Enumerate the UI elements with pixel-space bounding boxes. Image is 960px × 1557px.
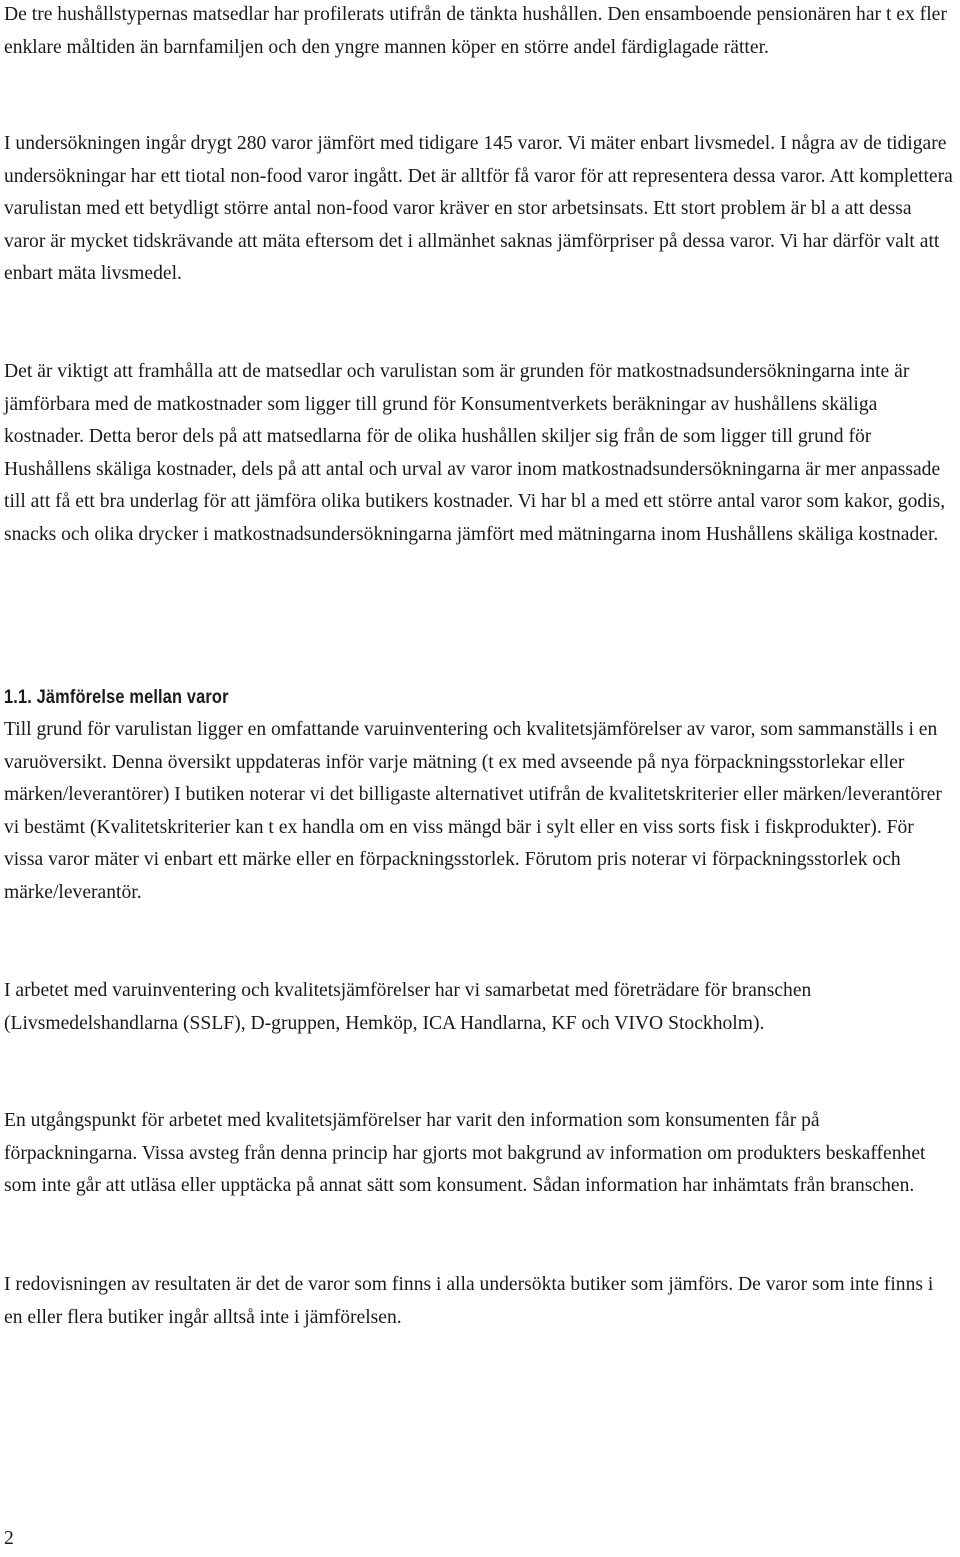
paragraph-results-reporting: I redovisningen av resultaten är det de varor som finns i alla undersökta butiker som jämförs. De varor som inte finns i en eller flera butiker ingår alltså inte i jämförelsen. [4,1274,934,1328]
paragraph-number-of-items: I undersökningen ingår drygt 280 varor jämfört med tidigare 145 varor. Vi mäter enbart livsmedel. I några av de tidigare undersökningar har ett tiotal non-food varor ingått. Det är alltför få varor för att representera dessa varor. Att komplettera varulistan med ett betydligt större antal non-food varor kräver en stor arbetsinsats. Ett stort problem är bl a att dessa varor är mycket tidskrävande att mäta eftersom det i allmänhet saknas jämförpriser på dessa varor. Vi har därför valt att enbart mäta livsmedel. [4,133,953,284]
paragraph-household-menus: De tre hushållstypernas matsedlar har profilerats utifrån de tänkta hushållen. Den ensamboende pensionären har t ex fler enklare måltiden än barnfamiljen och den yngre mannen köper en större andel färdiglagade rätter. [4,4,947,58]
paragraph-industry-collaboration: I arbetet med varuinventering och kvalitetsjämförelser har vi samarbetat med företrädare för branschen (Livsmedelshandlarna (SSLF), D-gruppen, Hemköp, ICA Handlarna, KF och VIVO Stockholm). [4,980,812,1034]
paragraph-quality-comparison: En utgångspunkt för arbetet med kvalitetsjämförelser har varit den information som konsumenten får på förpackningarna. Vissa avsteg från denna princip har gjorts mot bakgrund av information om produkters beskaffenhet som inte går att utläsa eller upptäcka på annat sätt som konsument. Sådan information har inhämtats från branschen. [4,1110,926,1196]
section-heading: 1.1. Jämförelse mellan varor [4,687,229,708]
page-number: 2 [4,1528,14,1549]
paragraph-item-inventory: Till grund för varulistan ligger en omfattande varuinventering och kvalitetsjämförelser av varor, som sammanställs i en varuöversikt. Denna översikt uppdateras inför varje mätning (t ex med avseende på nya förpackningsstorlekar eller märken/leverantörer) I butiken noterar vi det billigaste alternativet utifrån de kvalitetskriterier eller märken/leverantörer vi bestämt (Kvalitetskriterier kan t ex handla om en viss mängd bär i sylt eller en viss sorts fisk i fiskprodukter). För vissa varor mäter vi enbart ett märke eller en förpackningsstorlek. Förutom pris noterar vi förpackningsstorlek och märke/leverantör. [4,719,942,903]
paragraph-comparability: Det är viktigt att framhålla att de matsedlar och varulistan som är grunden för matkostnadsundersökningarna inte är jämförbara med de matkostnader som ligger till grund för Konsumentverkets beräkningar av hushållens skäliga kostnader. Detta beror dels på att matsedlarna för de olika hushållen skiljer sig från de som ligger till grund för Hushållens skäliga kostnader, dels på att antal och urval av varor inom matkostnadsundersökningarna är mer anpassade till att få ett bra underlag för att jämföra olika butikers kostnader. Vi har bl a med ett större antal varor som kakor, godis, snacks och olika drycker i matkostnadsundersökningarna jämfört med mätningarna inom Hushållens skäliga kostnader. [4,361,946,545]
